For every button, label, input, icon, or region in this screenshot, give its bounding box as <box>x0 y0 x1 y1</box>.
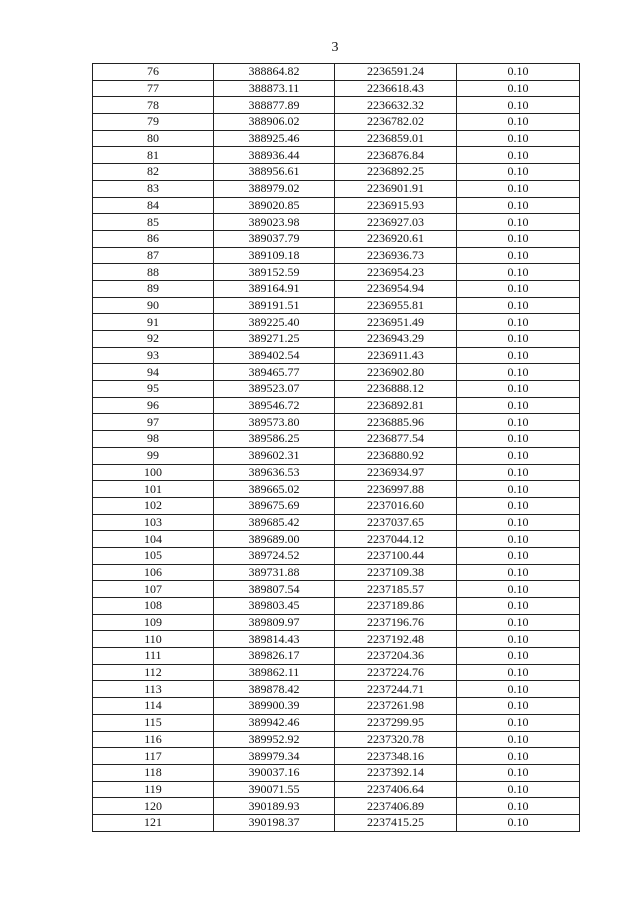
table-row <box>93 631 580 648</box>
x-coordinate-cell: 389675.69 <box>214 497 335 514</box>
y-coordinate-cell: 2237044.12 <box>335 531 457 548</box>
accuracy-cell: 0.10 <box>457 364 580 381</box>
table-row <box>93 164 580 181</box>
x-coordinate-cell: 389731.88 <box>214 564 335 581</box>
accuracy-cell: 0.10 <box>457 297 580 314</box>
point-number-cell: 104 <box>93 531 214 548</box>
accuracy-cell: 0.10 <box>457 180 580 197</box>
accuracy-cell: 0.10 <box>457 414 580 431</box>
table-row <box>93 514 580 531</box>
accuracy-cell: 0.10 <box>457 164 580 181</box>
accuracy-cell: 0.10 <box>457 214 580 231</box>
y-coordinate-cell: 2236859.01 <box>335 130 457 147</box>
point-number-cell: 91 <box>93 314 214 331</box>
accuracy-cell: 0.10 <box>457 447 580 464</box>
y-coordinate-cell: 2236901.91 <box>335 180 457 197</box>
x-coordinate-cell: 389979.34 <box>214 748 335 765</box>
table-row <box>93 714 580 731</box>
table-row <box>93 197 580 214</box>
x-coordinate-cell: 389465.77 <box>214 364 335 381</box>
accuracy-cell: 0.10 <box>457 664 580 681</box>
table-row <box>93 547 580 564</box>
table-row <box>93 581 580 598</box>
accuracy-cell: 0.10 <box>457 80 580 97</box>
table-row <box>93 314 580 331</box>
y-coordinate-cell: 2236955.81 <box>335 297 457 314</box>
y-coordinate-cell: 2237192.48 <box>335 631 457 648</box>
y-coordinate-cell: 2236911.43 <box>335 347 457 364</box>
y-coordinate-cell: 2236892.81 <box>335 397 457 414</box>
y-coordinate-cell: 2237037.65 <box>335 514 457 531</box>
accuracy-cell: 0.10 <box>457 531 580 548</box>
x-coordinate-cell: 388877.89 <box>214 97 335 114</box>
table-row <box>93 97 580 114</box>
accuracy-cell: 0.10 <box>457 147 580 164</box>
x-coordinate-cell: 389402.54 <box>214 347 335 364</box>
table-row <box>93 497 580 514</box>
y-coordinate-cell: 2236880.92 <box>335 447 457 464</box>
coordinates-table-body <box>93 64 580 832</box>
accuracy-cell: 0.10 <box>457 681 580 698</box>
x-coordinate-cell: 389809.97 <box>214 614 335 631</box>
point-number-cell: 82 <box>93 164 214 181</box>
x-coordinate-cell: 389152.59 <box>214 264 335 281</box>
accuracy-cell: 0.10 <box>457 64 580 81</box>
point-number-cell: 89 <box>93 280 214 297</box>
point-number-cell: 90 <box>93 297 214 314</box>
table-row <box>93 381 580 398</box>
point-number-cell: 85 <box>93 214 214 231</box>
x-coordinate-cell: 388925.46 <box>214 130 335 147</box>
y-coordinate-cell: 2236876.84 <box>335 147 457 164</box>
point-number-cell: 88 <box>93 264 214 281</box>
accuracy-cell: 0.10 <box>457 764 580 781</box>
x-coordinate-cell: 390189.93 <box>214 798 335 815</box>
table-row <box>93 114 580 131</box>
accuracy-cell: 0.10 <box>457 514 580 531</box>
point-number-cell: 121 <box>93 814 214 831</box>
y-coordinate-cell: 2237392.14 <box>335 764 457 781</box>
point-number-cell: 107 <box>93 581 214 598</box>
x-coordinate-cell: 389020.85 <box>214 197 335 214</box>
y-coordinate-cell: 2236954.23 <box>335 264 457 281</box>
point-number-cell: 101 <box>93 481 214 498</box>
x-coordinate-cell: 389685.42 <box>214 514 335 531</box>
accuracy-cell: 0.10 <box>457 114 580 131</box>
point-number-cell: 116 <box>93 731 214 748</box>
point-number-cell: 109 <box>93 614 214 631</box>
x-coordinate-cell: 389602.31 <box>214 447 335 464</box>
x-coordinate-cell: 389271.25 <box>214 331 335 348</box>
x-coordinate-cell: 388864.82 <box>214 64 335 81</box>
point-number-cell: 97 <box>93 414 214 431</box>
accuracy-cell: 0.10 <box>457 614 580 631</box>
table-row <box>93 564 580 581</box>
point-number-cell: 95 <box>93 381 214 398</box>
point-number-cell: 120 <box>93 798 214 815</box>
accuracy-cell: 0.10 <box>457 464 580 481</box>
y-coordinate-cell: 2237224.76 <box>335 664 457 681</box>
y-coordinate-cell: 2236927.03 <box>335 214 457 231</box>
y-coordinate-cell: 2236632.32 <box>335 97 457 114</box>
table-row <box>93 64 580 81</box>
page-number: 3 <box>331 40 339 55</box>
accuracy-cell: 0.10 <box>457 497 580 514</box>
y-coordinate-cell: 2236936.73 <box>335 247 457 264</box>
y-coordinate-cell: 2236915.93 <box>335 197 457 214</box>
table-row <box>93 280 580 297</box>
x-coordinate-cell: 390198.37 <box>214 814 335 831</box>
point-number-cell: 103 <box>93 514 214 531</box>
accuracy-cell: 0.10 <box>457 247 580 264</box>
y-coordinate-cell: 2236618.43 <box>335 80 457 97</box>
y-coordinate-cell: 2237109.38 <box>335 564 457 581</box>
accuracy-cell: 0.10 <box>457 547 580 564</box>
accuracy-cell: 0.10 <box>457 314 580 331</box>
y-coordinate-cell: 2237261.98 <box>335 698 457 715</box>
point-number-cell: 84 <box>93 197 214 214</box>
point-number-cell: 98 <box>93 431 214 448</box>
x-coordinate-cell: 390071.55 <box>214 781 335 798</box>
x-coordinate-cell: 389807.54 <box>214 581 335 598</box>
x-coordinate-cell: 388979.02 <box>214 180 335 197</box>
y-coordinate-cell: 2237406.64 <box>335 781 457 798</box>
table-row <box>93 347 580 364</box>
accuracy-cell: 0.10 <box>457 431 580 448</box>
x-coordinate-cell: 389023.98 <box>214 214 335 231</box>
point-number-cell: 76 <box>93 64 214 81</box>
x-coordinate-cell: 389814.43 <box>214 631 335 648</box>
y-coordinate-cell: 2237189.86 <box>335 598 457 615</box>
x-coordinate-cell: 389803.45 <box>214 598 335 615</box>
point-number-cell: 117 <box>93 748 214 765</box>
point-number-cell: 114 <box>93 698 214 715</box>
table-row <box>93 230 580 247</box>
table-row <box>93 814 580 831</box>
x-coordinate-cell: 389546.72 <box>214 397 335 414</box>
coordinates-table-container <box>92 63 580 832</box>
x-coordinate-cell: 388906.02 <box>214 114 335 131</box>
point-number-cell: 93 <box>93 347 214 364</box>
table-row <box>93 297 580 314</box>
x-coordinate-cell: 389952.92 <box>214 731 335 748</box>
table-row <box>93 464 580 481</box>
point-number-cell: 99 <box>93 447 214 464</box>
table-row <box>93 781 580 798</box>
point-number-cell: 86 <box>93 230 214 247</box>
y-coordinate-cell: 2237348.16 <box>335 748 457 765</box>
table-row <box>93 681 580 698</box>
x-coordinate-cell: 389689.00 <box>214 531 335 548</box>
point-number-cell: 79 <box>93 114 214 131</box>
x-coordinate-cell: 389862.11 <box>214 664 335 681</box>
table-row <box>93 648 580 665</box>
x-coordinate-cell: 388956.61 <box>214 164 335 181</box>
point-number-cell: 94 <box>93 364 214 381</box>
accuracy-cell: 0.10 <box>457 481 580 498</box>
y-coordinate-cell: 2236888.12 <box>335 381 457 398</box>
y-coordinate-cell: 2236951.49 <box>335 314 457 331</box>
y-coordinate-cell: 2237320.78 <box>335 731 457 748</box>
table-row <box>93 481 580 498</box>
table-row <box>93 80 580 97</box>
x-coordinate-cell: 389586.25 <box>214 431 335 448</box>
accuracy-cell: 0.10 <box>457 781 580 798</box>
accuracy-cell: 0.10 <box>457 397 580 414</box>
y-coordinate-cell: 2236934.97 <box>335 464 457 481</box>
y-coordinate-cell: 2236997.88 <box>335 481 457 498</box>
table-row <box>93 764 580 781</box>
x-coordinate-cell: 388873.11 <box>214 80 335 97</box>
point-number-cell: 118 <box>93 764 214 781</box>
point-number-cell: 113 <box>93 681 214 698</box>
accuracy-cell: 0.10 <box>457 564 580 581</box>
accuracy-cell: 0.10 <box>457 197 580 214</box>
point-number-cell: 87 <box>93 247 214 264</box>
accuracy-cell: 0.10 <box>457 264 580 281</box>
table-row <box>93 264 580 281</box>
point-number-cell: 119 <box>93 781 214 798</box>
table-row <box>93 214 580 231</box>
y-coordinate-cell: 2237415.25 <box>335 814 457 831</box>
point-number-cell: 92 <box>93 331 214 348</box>
point-number-cell: 83 <box>93 180 214 197</box>
y-coordinate-cell: 2236782.02 <box>335 114 457 131</box>
x-coordinate-cell: 389878.42 <box>214 681 335 698</box>
y-coordinate-cell: 2237244.71 <box>335 681 457 698</box>
accuracy-cell: 0.10 <box>457 731 580 748</box>
point-number-cell: 96 <box>93 397 214 414</box>
table-row <box>93 180 580 197</box>
table-row <box>93 414 580 431</box>
x-coordinate-cell: 389636.53 <box>214 464 335 481</box>
table-row <box>93 397 580 414</box>
x-coordinate-cell: 389164.91 <box>214 280 335 297</box>
y-coordinate-cell: 2237185.57 <box>335 581 457 598</box>
accuracy-cell: 0.10 <box>457 814 580 831</box>
accuracy-cell: 0.10 <box>457 648 580 665</box>
x-coordinate-cell: 389724.52 <box>214 547 335 564</box>
x-coordinate-cell: 389942.46 <box>214 714 335 731</box>
point-number-cell: 110 <box>93 631 214 648</box>
accuracy-cell: 0.10 <box>457 798 580 815</box>
accuracy-cell: 0.10 <box>457 581 580 598</box>
y-coordinate-cell: 2236920.61 <box>335 230 457 247</box>
point-number-cell: 102 <box>93 497 214 514</box>
x-coordinate-cell: 389037.79 <box>214 230 335 247</box>
point-number-cell: 77 <box>93 80 214 97</box>
y-coordinate-cell: 2236943.29 <box>335 331 457 348</box>
x-coordinate-cell: 389109.18 <box>214 247 335 264</box>
y-coordinate-cell: 2237299.95 <box>335 714 457 731</box>
x-coordinate-cell: 389225.40 <box>214 314 335 331</box>
accuracy-cell: 0.10 <box>457 698 580 715</box>
table-row <box>93 798 580 815</box>
accuracy-cell: 0.10 <box>457 230 580 247</box>
y-coordinate-cell: 2236892.25 <box>335 164 457 181</box>
point-number-cell: 106 <box>93 564 214 581</box>
point-number-cell: 81 <box>93 147 214 164</box>
y-coordinate-cell: 2236954.94 <box>335 280 457 297</box>
accuracy-cell: 0.10 <box>457 598 580 615</box>
point-number-cell: 100 <box>93 464 214 481</box>
point-number-cell: 112 <box>93 664 214 681</box>
table-row <box>93 731 580 748</box>
point-number-cell: 78 <box>93 97 214 114</box>
x-coordinate-cell: 388936.44 <box>214 147 335 164</box>
accuracy-cell: 0.10 <box>457 347 580 364</box>
table-row <box>93 447 580 464</box>
table-row <box>93 614 580 631</box>
x-coordinate-cell: 389826.17 <box>214 648 335 665</box>
x-coordinate-cell: 390037.16 <box>214 764 335 781</box>
x-coordinate-cell: 389523.07 <box>214 381 335 398</box>
y-coordinate-cell: 2236902.80 <box>335 364 457 381</box>
accuracy-cell: 0.10 <box>457 631 580 648</box>
x-coordinate-cell: 389900.39 <box>214 698 335 715</box>
table-row <box>93 598 580 615</box>
point-number-cell: 111 <box>93 648 214 665</box>
y-coordinate-cell: 2237406.89 <box>335 798 457 815</box>
x-coordinate-cell: 389573.80 <box>214 414 335 431</box>
y-coordinate-cell: 2236885.96 <box>335 414 457 431</box>
accuracy-cell: 0.10 <box>457 714 580 731</box>
y-coordinate-cell: 2237196.76 <box>335 614 457 631</box>
accuracy-cell: 0.10 <box>457 381 580 398</box>
table-row <box>93 748 580 765</box>
point-number-cell: 115 <box>93 714 214 731</box>
accuracy-cell: 0.10 <box>457 331 580 348</box>
coordinates-table <box>92 63 580 832</box>
table-row <box>93 364 580 381</box>
point-number-cell: 105 <box>93 547 214 564</box>
y-coordinate-cell: 2236877.54 <box>335 431 457 448</box>
x-coordinate-cell: 389665.02 <box>214 481 335 498</box>
table-row <box>93 247 580 264</box>
y-coordinate-cell: 2237100.44 <box>335 547 457 564</box>
table-row <box>93 698 580 715</box>
accuracy-cell: 0.10 <box>457 97 580 114</box>
accuracy-cell: 0.10 <box>457 280 580 297</box>
table-row <box>93 331 580 348</box>
table-row <box>93 664 580 681</box>
y-coordinate-cell: 2237204.36 <box>335 648 457 665</box>
accuracy-cell: 0.10 <box>457 130 580 147</box>
table-row <box>93 130 580 147</box>
point-number-cell: 108 <box>93 598 214 615</box>
point-number-cell: 80 <box>93 130 214 147</box>
x-coordinate-cell: 389191.51 <box>214 297 335 314</box>
table-row <box>93 147 580 164</box>
table-row <box>93 531 580 548</box>
y-coordinate-cell: 2237016.60 <box>335 497 457 514</box>
y-coordinate-cell: 2236591.24 <box>335 64 457 81</box>
table-row <box>93 431 580 448</box>
accuracy-cell: 0.10 <box>457 748 580 765</box>
